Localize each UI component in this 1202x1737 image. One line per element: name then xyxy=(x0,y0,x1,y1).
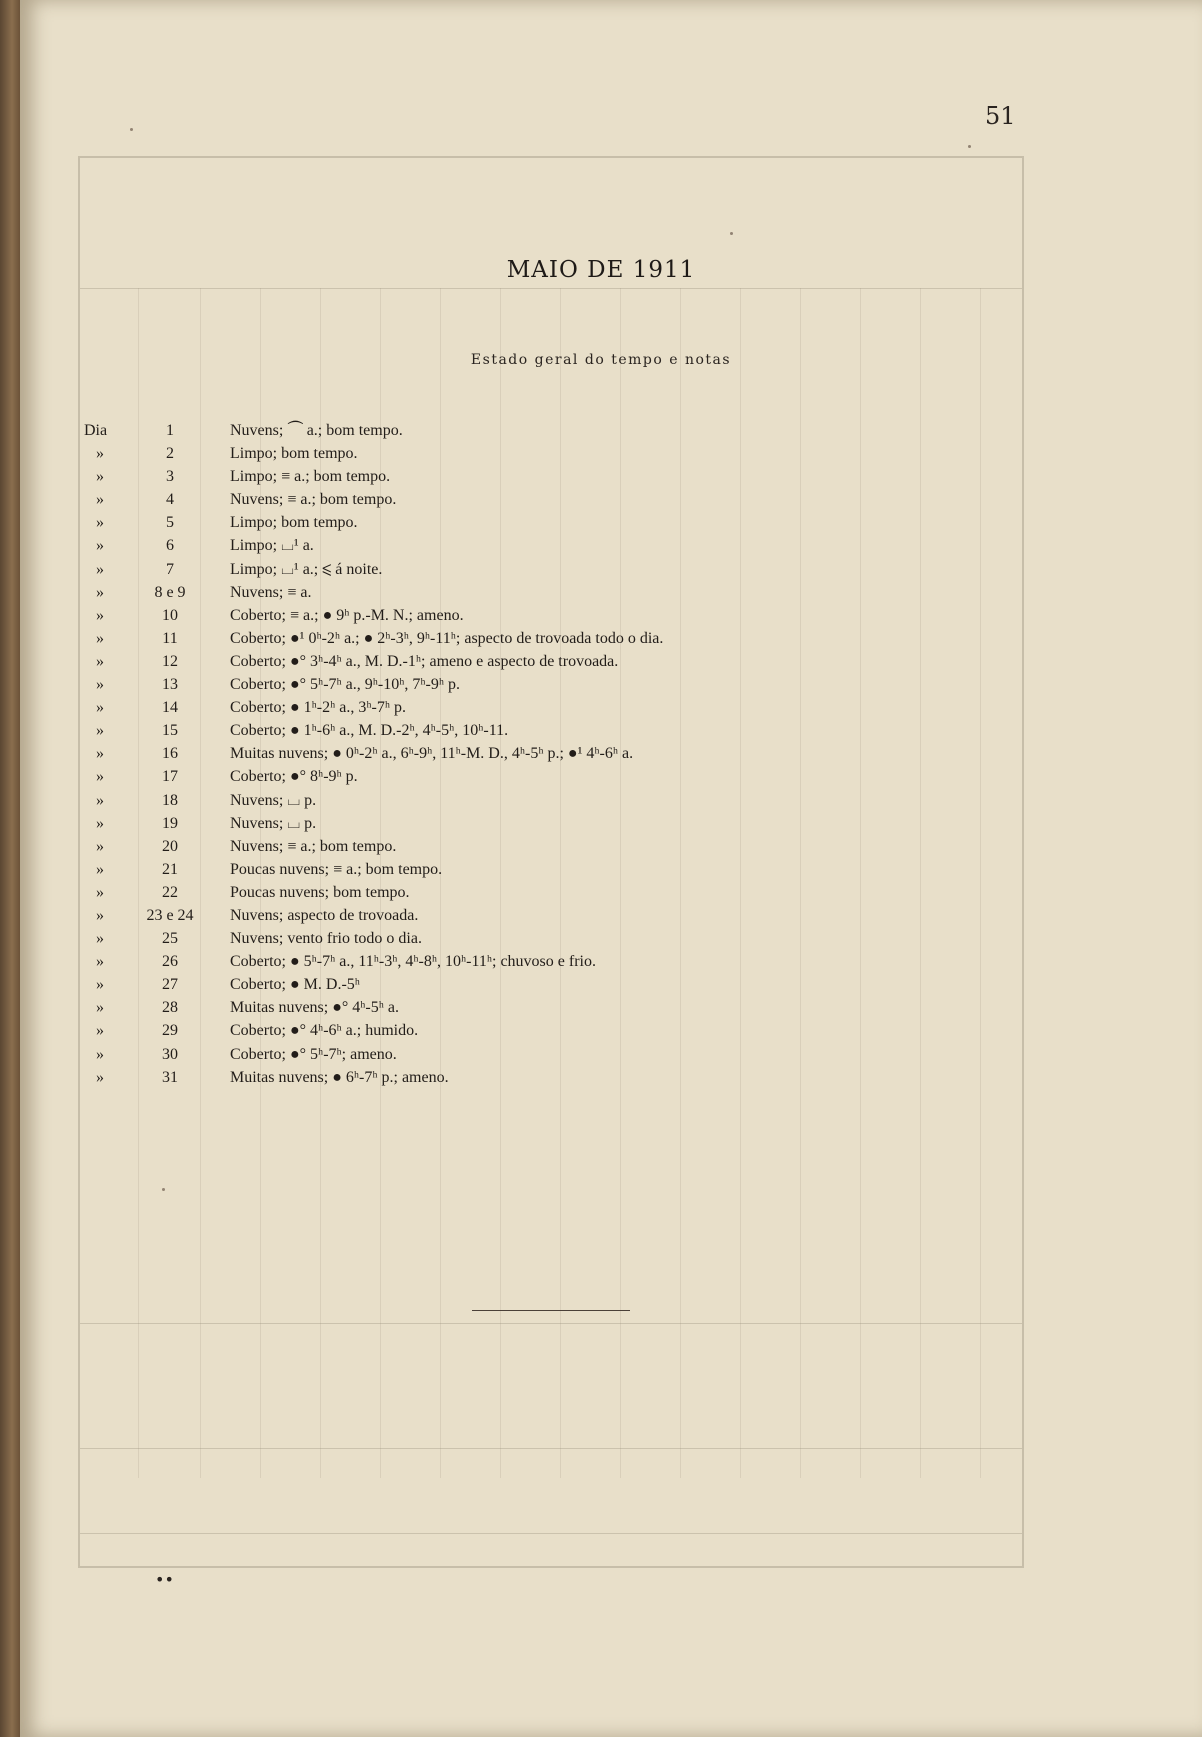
weather-note: Coberto; ●° 4ʰ-6ʰ a.; humido. xyxy=(230,1022,419,1040)
ditto-mark: » xyxy=(96,514,104,532)
weather-note: Coberto; ●¹ 0ʰ-2ʰ a.; ● 2ʰ-3ʰ, 9ʰ-11ʰ; aspecto de trovoada todo o dia. xyxy=(230,629,664,647)
ditto-mark: » xyxy=(96,468,104,486)
weather-note: Nuvens; aspecto de trovoada. xyxy=(230,906,419,924)
weather-note: Nuvens; ⌴ p. xyxy=(230,791,317,809)
table-row xyxy=(84,813,844,836)
weather-note: Nuvens; ≡ a.; bom tempo. xyxy=(230,837,397,855)
day-number: 18 xyxy=(162,791,178,809)
table-row xyxy=(84,535,844,558)
weather-note: Nuvens; ⌴ p. xyxy=(230,814,317,832)
weather-note: Nuvens; ≡ a. xyxy=(230,583,312,601)
ditto-mark: » xyxy=(96,445,104,463)
weather-note: Limpo; bom tempo. xyxy=(230,514,358,532)
ditto-mark: » xyxy=(96,745,104,763)
day-number: 7 xyxy=(166,560,174,578)
closing-rule xyxy=(472,1310,630,1311)
day-number: 6 xyxy=(166,537,174,555)
page-number: 51 xyxy=(985,102,1016,130)
day-number: 28 xyxy=(162,999,178,1017)
ditto-mark: » xyxy=(96,791,104,809)
weather-note: Coberto; ≡ a.; ● 9ʰ p.-M. N.; ameno. xyxy=(230,606,464,624)
ditto-mark: » xyxy=(96,629,104,647)
ditto-mark: » xyxy=(96,860,104,878)
table-row xyxy=(84,443,844,466)
weather-note: Coberto; ●° 5ʰ-7ʰ; ameno. xyxy=(230,1045,397,1063)
weather-note: Coberto; ● 1ʰ-2ʰ a., 3ʰ-7ʰ p. xyxy=(230,699,406,717)
table-row xyxy=(84,743,844,766)
day-number: 4 xyxy=(166,491,174,509)
footer-dots: •• xyxy=(155,1570,174,1589)
table-row xyxy=(84,466,844,489)
ditto-mark: » xyxy=(96,537,104,555)
table-row xyxy=(84,974,844,997)
table-row xyxy=(84,997,844,1020)
ditto-mark: » xyxy=(96,999,104,1017)
paper-speck xyxy=(968,145,971,148)
table-row xyxy=(84,651,844,674)
frame-rule xyxy=(80,1323,1022,1324)
ditto-mark: » xyxy=(96,953,104,971)
page-title: MAIO DE 1911 xyxy=(506,257,696,283)
frame-column-line xyxy=(980,288,981,1478)
table-row xyxy=(84,766,844,789)
weather-notes-table xyxy=(84,420,844,1090)
day-number: 23 e 24 xyxy=(146,906,194,924)
day-number: 5 xyxy=(166,514,174,532)
frame-rule xyxy=(80,288,1022,289)
table-row xyxy=(84,512,844,535)
ditto-mark: » xyxy=(96,930,104,948)
ditto-mark: » xyxy=(96,606,104,624)
day-number: 21 xyxy=(162,860,178,878)
day-number: 15 xyxy=(162,722,178,740)
table-row xyxy=(84,859,844,882)
weather-note: Coberto; ● 5ʰ-7ʰ a., 11ʰ-3ʰ, 4ʰ-8ʰ, 10ʰ-11ʰ; chuvoso e frio. xyxy=(230,953,596,971)
table-row xyxy=(84,674,844,697)
day-number: 29 xyxy=(162,1022,178,1040)
day-number: 14 xyxy=(162,699,178,717)
frame-rule xyxy=(80,1533,1022,1534)
table-row xyxy=(84,1044,844,1067)
table-row xyxy=(84,628,844,651)
ditto-mark: » xyxy=(96,560,104,578)
table-row xyxy=(84,836,844,859)
weather-note: Poucas nuvens; ≡ a.; bom tempo. xyxy=(230,860,443,878)
day-number: 31 xyxy=(162,1068,178,1086)
day-number: 25 xyxy=(162,930,178,948)
table-row xyxy=(84,720,844,743)
weather-note: Coberto; ● 1ʰ-6ʰ a., M. D.-2ʰ, 4ʰ-5ʰ, 10ʰ-11. xyxy=(230,722,509,740)
day-number: 27 xyxy=(162,976,178,994)
day-number: 1 xyxy=(166,422,174,439)
ditto-mark: » xyxy=(96,1068,104,1086)
table-row xyxy=(84,1067,844,1090)
table-row xyxy=(84,951,844,974)
ditto-mark: » xyxy=(96,837,104,855)
paper-speck xyxy=(162,1188,165,1191)
dia-label: Dia xyxy=(84,422,108,439)
weather-note: Limpo; ≡ a.; bom tempo. xyxy=(230,468,391,486)
frame-rule xyxy=(80,1448,1022,1449)
day-number: 19 xyxy=(162,814,178,832)
ditto-mark: » xyxy=(96,583,104,601)
weather-note: Poucas nuvens; bom tempo. xyxy=(230,883,410,901)
paper-speck xyxy=(730,232,733,235)
table-row xyxy=(84,697,844,720)
table-row xyxy=(84,928,844,951)
table-row xyxy=(84,882,844,905)
day-number: 3 xyxy=(166,468,174,486)
day-number: 10 xyxy=(162,606,178,624)
ditto-mark: » xyxy=(96,676,104,694)
weather-note: Nuvens; ≡ a.; bom tempo. xyxy=(230,491,397,509)
weather-note: Coberto; ●° 3ʰ-4ʰ a., M. D.-1ʰ; ameno e aspecto de trovoada. xyxy=(230,652,619,670)
table-row xyxy=(84,905,844,928)
weather-note: Limpo; ⌴¹ a. xyxy=(230,537,314,555)
day-number: 12 xyxy=(162,652,178,670)
weather-note: Muitas nuvens; ● 0ʰ-2ʰ a., 6ʰ-9ʰ, 11ʰ-M. D., 4ʰ-5ʰ p.; ●¹ 4ʰ-6ʰ a. xyxy=(230,745,634,763)
day-number: 2 xyxy=(166,445,174,463)
ditto-mark: » xyxy=(96,883,104,901)
paper-speck xyxy=(130,128,133,131)
table-row xyxy=(84,420,844,443)
table-row xyxy=(84,790,844,813)
day-number: 26 xyxy=(162,953,178,971)
ditto-mark: » xyxy=(96,1045,104,1063)
frame-column-line xyxy=(920,288,921,1478)
day-number: 13 xyxy=(162,676,178,694)
day-number: 30 xyxy=(162,1045,178,1063)
weather-note: Coberto; ● M. D.-5ʰ xyxy=(230,976,360,994)
ditto-mark: » xyxy=(96,722,104,740)
weather-note: Muitas nuvens; ● 6ʰ-7ʰ p.; ameno. xyxy=(230,1068,449,1086)
day-number: 20 xyxy=(162,837,178,855)
weather-note: Coberto; ●° 8ʰ-9ʰ p. xyxy=(230,768,358,786)
ditto-mark: » xyxy=(96,906,104,924)
ditto-mark: » xyxy=(96,814,104,832)
ditto-mark: » xyxy=(96,652,104,670)
table-row xyxy=(84,1020,844,1043)
day-number: 16 xyxy=(162,745,178,763)
ditto-mark: » xyxy=(96,1022,104,1040)
weather-note: Coberto; ●° 5ʰ-7ʰ a., 9ʰ-10ʰ, 7ʰ-9ʰ p. xyxy=(230,676,460,694)
weather-note: Nuvens; ⏜ a.; bom tempo. xyxy=(230,422,403,439)
weather-note: Muitas nuvens; ●° 4ʰ-5ʰ a. xyxy=(230,999,399,1017)
ditto-mark: » xyxy=(96,976,104,994)
ditto-mark: » xyxy=(96,768,104,786)
weather-note: Limpo; ⌴¹ a.; ⩽ á noite. xyxy=(230,560,383,578)
ditto-mark: » xyxy=(96,699,104,717)
day-number: 17 xyxy=(162,768,178,786)
section-subtitle: Estado geral do tempo e notas xyxy=(470,352,732,368)
day-number: 11 xyxy=(162,629,178,647)
table-row xyxy=(84,582,844,605)
frame-column-line xyxy=(860,288,861,1478)
weather-note: Nuvens; vento frio todo o dia. xyxy=(230,930,422,948)
day-number: 22 xyxy=(162,883,178,901)
table-row xyxy=(84,559,844,582)
ditto-mark: » xyxy=(96,491,104,509)
day-number: 8 e 9 xyxy=(154,583,186,601)
table-row xyxy=(84,605,844,628)
weather-note: Limpo; bom tempo. xyxy=(230,445,358,463)
table-row xyxy=(84,489,844,512)
